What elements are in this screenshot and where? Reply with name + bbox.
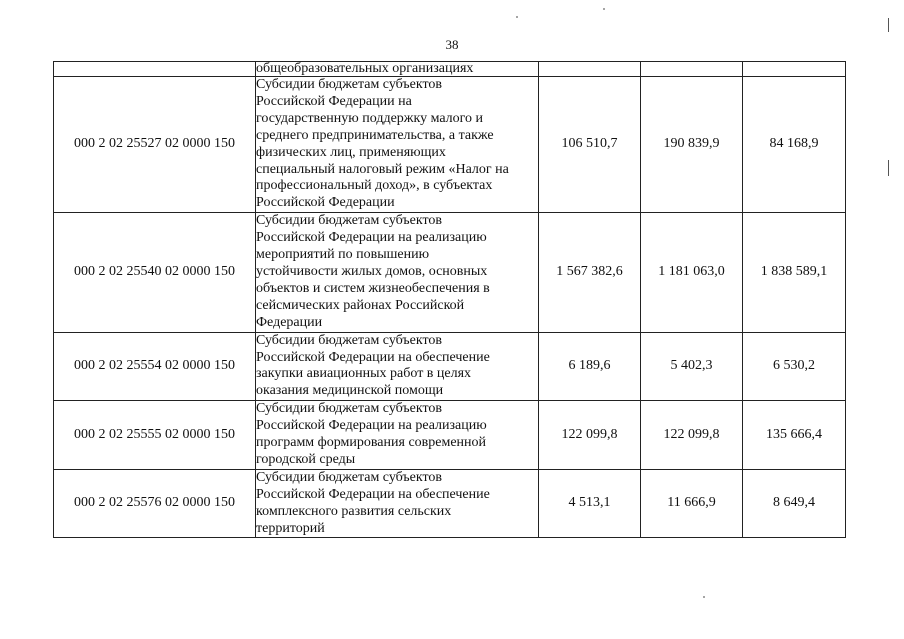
description-line: Субсидии бюджетам субъектов [256,213,443,229]
description-line: Субсидии бюджетам субъектов [256,401,443,417]
description-cell [256,213,539,332]
value-cell-2: 122 099,8 [641,401,743,470]
description-line: специальный налоговый режим «Налог на [256,161,509,177]
scan-speck [516,16,518,18]
value-cell-3: 135 666,4 [743,401,846,470]
description-line: государственную поддержку малого и [256,110,484,126]
description-line: устойчивости жилых домов, основных [256,263,488,279]
description-line: Субсидии бюджетам субъектов [256,77,443,92]
description-cell [256,401,539,470]
description-line: среднего предпринимательства, а также [256,127,494,143]
value-cell-1: 4 513,1 [539,469,641,538]
code-cell [54,62,256,77]
description-line: профессиональный доход», в субъектах [256,178,493,194]
description-line: закупки авиационных работ в целях [256,366,472,382]
description-line: Российской Федерации [256,195,395,211]
description-line: Российской Федерации на обеспечение [256,349,490,365]
page-number: 38 [445,37,459,52]
description-line: Федерации [256,314,323,330]
code-cell: 000 2 02 25576 02 0000 150 [54,469,256,538]
description-line: Российской Федерации на обеспечение [256,486,490,502]
description-line: Российской Федерации на реализацию [256,418,487,434]
description-line: объектов и систем жизнеобеспечения в [256,280,490,296]
table-row-continuation [54,62,846,77]
value-cell-1: 122 099,8 [539,401,641,470]
description-line: городской среды [256,451,356,467]
value-cell-3: 1 838 589,1 [743,213,846,332]
value-cell-3: 84 168,9 [743,77,846,213]
description-line: Российской Федерации на реализацию [256,230,487,246]
description-line: Российской Федерации на [256,93,412,109]
description-line: Субсидии бюджетам субъектов [256,469,443,485]
description-cell [256,77,539,213]
value-cell-1: 106 510,7 [539,77,641,213]
value-cell-1: 1 567 382,6 [539,213,641,332]
table-row [54,77,846,213]
description-line: мероприятий по повышению [256,247,430,263]
description-cell [256,332,539,401]
description-line: оказания медицинской помощи [256,383,444,399]
description-line: сейсмических районах Российской [256,297,465,313]
description-line: физических лиц, применяющих [256,144,446,160]
description-cell [256,469,539,538]
table-row [54,469,846,538]
value-cell-2 [641,62,743,77]
value-cell-3 [743,62,846,77]
value-cell-1 [539,62,641,77]
description-line: комплексного развития сельских [256,503,452,519]
value-cell-2: 1 181 063,0 [641,213,743,332]
description-line: территорий [256,520,325,536]
description-line: Субсидии бюджетам субъектов [256,332,443,348]
value-cell-3: 8 649,4 [743,469,846,538]
scan-edge-mark [888,18,889,32]
table-row [54,213,846,332]
value-cell-2: 190 839,9 [641,77,743,213]
code-cell: 000 2 02 25554 02 0000 150 [54,332,256,401]
table-row [54,401,846,470]
value-cell-2: 5 402,3 [641,332,743,401]
table-row [54,332,846,401]
scan-speck [703,596,705,598]
description-line: программ формирования современной [256,435,487,451]
scan-speck [603,8,605,10]
budget-table [53,61,846,538]
description-cell: общеобразовательных организациях [256,62,539,77]
value-cell-1: 6 189,6 [539,332,641,401]
value-cell-2: 11 666,9 [641,469,743,538]
code-cell: 000 2 02 25540 02 0000 150 [54,213,256,332]
value-cell-3: 6 530,2 [743,332,846,401]
code-cell: 000 2 02 25555 02 0000 150 [54,401,256,470]
scan-edge-mark [888,160,889,176]
code-cell: 000 2 02 25527 02 0000 150 [54,77,256,213]
